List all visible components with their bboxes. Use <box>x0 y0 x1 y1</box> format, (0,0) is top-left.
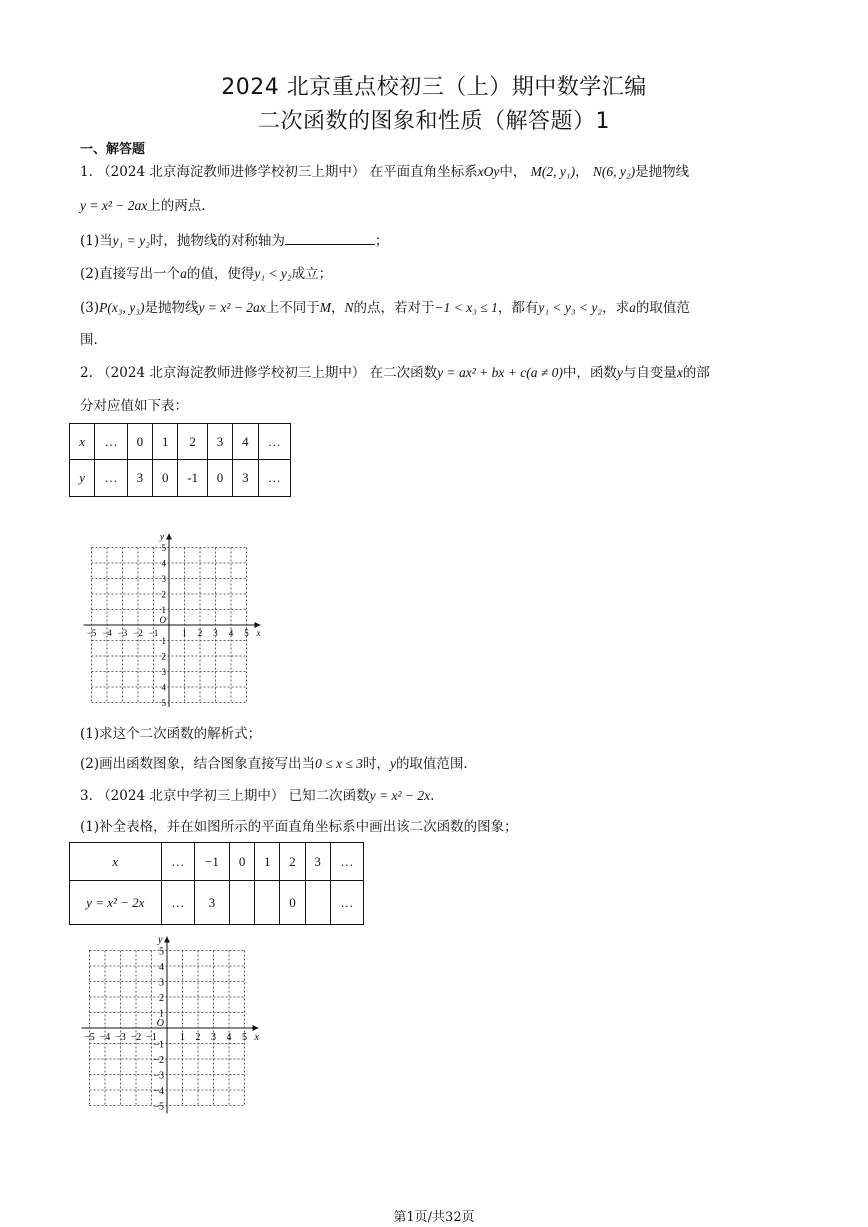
x-tick-label: −3 <box>117 628 128 638</box>
q1-math-a: a <box>180 266 187 281</box>
y-tick-label: 3 <box>159 977 164 989</box>
q3-value-table <box>69 842 364 925</box>
y-tick-label: 3 <box>161 574 166 584</box>
x-tick-label: 2 <box>197 628 203 638</box>
page-title-line-1: 2024 北京重点校初三（上）期中数学汇编 <box>221 75 647 100</box>
table-cell: 0 <box>207 460 232 497</box>
x-tick-label: −1 <box>148 628 159 638</box>
y-tick-label: 5 <box>159 946 164 958</box>
table-cell: y = x² − 2x <box>70 881 162 925</box>
q1-text: (3) <box>80 300 100 316</box>
table-cell: 4 <box>233 424 258 460</box>
page-title-line-2: 二次函数的图象和性质（解答题）1 <box>258 109 610 134</box>
table-cell: … <box>330 881 363 925</box>
y-tick-label: 2 <box>161 589 166 600</box>
x-tick-label: 1 <box>180 1032 185 1043</box>
x-tick-label: 3 <box>211 1032 216 1043</box>
q1-math-point-n: N(6, y₂) <box>592 164 636 179</box>
y-tick-label: 1 <box>161 605 166 615</box>
x-tick-label: 1 <box>182 628 187 638</box>
origin-label: O <box>159 615 166 625</box>
q2-text: 时， <box>362 756 390 772</box>
q2-math-y: y <box>389 756 396 771</box>
table-cell: … <box>95 460 127 497</box>
y-tick-label: −5 <box>153 1101 164 1113</box>
x-tick-label: 3 <box>213 628 218 638</box>
q1-math-a: a <box>629 300 636 315</box>
q2-math-x-range: 0 ≤ x ≤ 3 <box>315 756 363 771</box>
y-tick-label: 4 <box>161 682 166 693</box>
y-tick-label: 4 <box>159 962 164 973</box>
q2-stem-line <box>80 361 710 381</box>
table-cell: 2 <box>280 843 305 881</box>
table-row <box>70 843 364 881</box>
q2-part-2 <box>80 752 468 772</box>
q1-math-y1-eq-y2: y₁ = y₂ <box>112 233 150 248</box>
table-cell: −1 <box>194 843 229 881</box>
q2-coordinate-grid <box>78 527 268 707</box>
table-cell: … <box>161 881 194 925</box>
y-tick-label: 5 <box>161 698 166 707</box>
q1-text: 在平面直角坐标系 <box>369 164 478 180</box>
table-cell: 2 <box>178 424 207 460</box>
table-cell: 3 <box>233 460 258 497</box>
table-row <box>70 424 291 460</box>
q1-math-n: N <box>344 300 354 315</box>
q3-source: （2024 北京中学初三上期中） <box>97 788 285 804</box>
x-tick-label: −4 <box>99 1032 111 1043</box>
q3-stem-line <box>80 784 434 804</box>
section-heading: 一、解答题 <box>80 142 146 157</box>
y-tick-label: 1 <box>161 636 166 646</box>
x-tick-label: −5 <box>86 628 97 638</box>
q2-stem-line-2: 分对应值如下表： <box>80 398 188 414</box>
q1-math-point-p: P(x₃, y₃) <box>99 300 145 315</box>
q3-math-function: y = x² − 2x <box>369 788 431 803</box>
y-tick-label: 4 <box>161 558 166 569</box>
y-tick-label: 5 <box>161 543 166 553</box>
table-cell: … <box>258 424 290 460</box>
y-axis-label: y <box>158 934 163 946</box>
answer-blank <box>285 232 375 245</box>
y-tick-label: 2 <box>161 651 166 662</box>
q3-part-1: (1)补全表格，并在如图所示的平面直角坐标系中画出该二次函数的图象； <box>80 819 518 835</box>
q3-coordinate-grid <box>76 928 272 1120</box>
q1-math-parabola: y = x² − 2ax <box>80 198 148 213</box>
table-cell: … <box>258 460 290 497</box>
y-axis-arrow <box>164 937 170 943</box>
table-row <box>70 460 291 497</box>
table-cell: 1 <box>255 843 280 881</box>
q1-text: 成立； <box>291 266 333 282</box>
q1-number: 1. <box>80 164 93 180</box>
q2-part-1: (1)求这个二次函数的解析式； <box>80 726 262 742</box>
table-cell: 3 <box>127 460 152 497</box>
y-tick-label: 2 <box>159 993 164 1004</box>
q1-text: 中， <box>499 164 527 180</box>
y-axis-arrow <box>166 534 172 540</box>
q1-math-parabola: y = x² − 2ax <box>198 300 266 315</box>
table-cell: -1 <box>178 460 207 497</box>
x-axis-label: x <box>256 628 261 638</box>
q1-text: (1)当 <box>80 233 113 249</box>
table-cell: 3 <box>305 843 330 881</box>
x-tick-label: 2 <box>195 1032 201 1043</box>
y-tick-label: −2 <box>153 1055 164 1066</box>
table-cell: x <box>70 424 95 460</box>
q2-source: （2024 北京海淀教师进修学校初三上期中） <box>97 365 366 381</box>
q1-text: 的值，使得 <box>186 266 255 282</box>
y-tick-label: 1 <box>159 1008 164 1020</box>
q1-text: ，都有 <box>497 300 539 316</box>
q2-math-x: x <box>676 365 683 380</box>
x-tick-label: −5 <box>84 1032 95 1043</box>
table-cell: … <box>330 843 363 881</box>
table-cell: 0 <box>153 460 178 497</box>
q1-text: 的取值范 <box>635 300 690 316</box>
q1-math-xoy: xOy <box>477 164 500 179</box>
table-cell: … <box>161 843 194 881</box>
x-tick-label: −2 <box>130 1032 142 1043</box>
q1-text: 时，抛物线的对称轴为 <box>149 233 285 249</box>
origin-label: O <box>156 1018 164 1029</box>
y-tick-label: −3 <box>153 1070 164 1082</box>
x-axis-label: x <box>254 1032 259 1043</box>
q2-math-quadratic: y = ax² + bx + c(a ≠ 0) <box>437 365 563 380</box>
q1-text: 上不同于 <box>265 300 320 316</box>
x-tick-label: 4 <box>226 1032 232 1043</box>
table-cell: y <box>70 460 95 497</box>
q1-text: 是抛物线 <box>635 164 690 180</box>
q1-stem-line-2 <box>80 194 206 214</box>
table-cell: 0 <box>127 424 152 460</box>
x-tick-label: −4 <box>102 628 112 638</box>
q2-text: (2)画出函数图象，结合图象直接写出当 <box>80 756 316 772</box>
q2-text: 的部 <box>682 365 710 381</box>
q1-math-y-chain: y₁ < y₃ < y₂ <box>538 300 603 315</box>
page-footer: 第1页/共32页 <box>393 1210 475 1225</box>
x-tick-label: −2 <box>133 628 143 638</box>
table-cell <box>230 881 255 925</box>
q1-text: 是抛物线 <box>144 300 199 316</box>
table-cell: 3 <box>194 881 229 925</box>
q3-text: . <box>430 788 435 804</box>
q1-source: （2024 北京海淀教师进修学校初三上期中） <box>97 164 366 180</box>
q1-part-2 <box>80 262 332 282</box>
q3-number: 3. <box>80 788 93 804</box>
table-cell: x <box>70 843 162 881</box>
q1-math-y1-lt-y2: y₁ < y₂ <box>254 266 292 281</box>
q1-part-1 <box>80 229 388 249</box>
q1-text: ，求 <box>602 300 630 316</box>
x-tick-label: 5 <box>244 628 249 638</box>
q1-math-point-m: M(2, y₁) <box>530 164 576 179</box>
table-cell: 3 <box>207 424 232 460</box>
q2-number: 2. <box>80 365 93 381</box>
q1-part-3-cont: 围. <box>80 332 98 348</box>
y-tick-label: −1 <box>153 1039 164 1051</box>
q1-part-3: (3)P(x₃, y₃)是抛物线y = x² − 2ax上不同于M，N的点，若对于−1 < x₃ ≤ 1，都有y₁ < y₃ < y₂，求a的取值范 <box>80 300 690 316</box>
y-tick-label: −4 <box>153 1086 164 1097</box>
x-tick-label: 4 <box>228 628 234 638</box>
x-tick-label: 5 <box>242 1032 247 1043</box>
q2-math-y: y <box>616 365 623 380</box>
table-row <box>70 881 364 925</box>
table-cell: 1 <box>153 424 178 460</box>
x-axis-arrow <box>253 1025 259 1031</box>
q1-text: ； <box>374 233 389 249</box>
q3-text: 已知二次函数 <box>288 788 370 804</box>
q1-text: (2)直接写出一个 <box>80 266 181 282</box>
q2-text: 与自变量 <box>622 365 677 381</box>
x-tick-label: −3 <box>115 1032 126 1043</box>
table-cell: … <box>95 424 127 460</box>
q1-stem-line: 1. （2024 北京海淀教师进修学校初三上期中） 在平面直角坐标系xOy中， M(2, y₁)， N(6, y₂)是抛物线 <box>80 164 690 180</box>
q1-text: 上的两点. <box>147 198 206 214</box>
q1-math-m: M <box>319 300 331 315</box>
table-cell <box>255 881 280 925</box>
q2-value-table <box>69 423 291 497</box>
table-cell <box>305 881 330 925</box>
y-tick-label: 3 <box>161 667 166 677</box>
table-cell: 0 <box>280 881 305 925</box>
q2-text: 在二次函数 <box>369 365 438 381</box>
q1-math-x3-range: −1 < x₃ ≤ 1 <box>434 300 498 315</box>
x-tick-label: −1 <box>146 1032 157 1043</box>
q2-text: 的取值范围. <box>395 756 468 772</box>
q2-text: 中，函数 <box>562 365 617 381</box>
table-cell: 0 <box>230 843 255 881</box>
q1-text: 的点，若对于 <box>353 300 435 316</box>
y-axis-label: y <box>160 531 164 542</box>
